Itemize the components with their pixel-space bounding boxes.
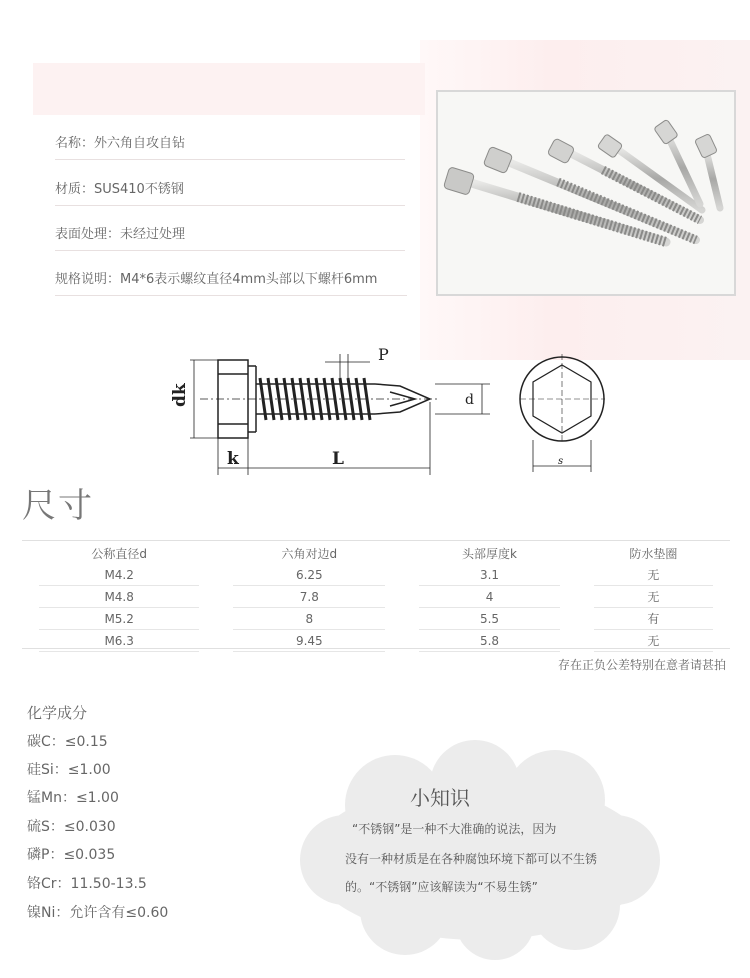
table-cell: M4.8 (39, 588, 199, 608)
table-row (22, 565, 730, 587)
table-row (22, 587, 730, 609)
table-row (22, 631, 730, 653)
table-cell: 5.8 (419, 632, 559, 652)
chem-sulfur: 硫S：≤0.030 (27, 819, 116, 835)
table-cell: 无 (594, 588, 713, 608)
spec-material: 材质：SUS410不锈钢 (55, 182, 184, 197)
label-k: k (227, 449, 239, 469)
col-washer: 防水垫圈 (577, 541, 730, 566)
tip-title: 小知识 (410, 786, 470, 810)
label-L: L (332, 449, 344, 469)
product-photo (436, 90, 736, 296)
size-section-title: 尺寸 (22, 486, 94, 526)
table-cell: M5.2 (39, 610, 199, 630)
spec-material-row (55, 169, 405, 206)
spec-surface-row (55, 214, 405, 251)
table-cell: 3.1 (419, 566, 559, 586)
spec-band (33, 63, 425, 115)
col-head-thickness: 头部厚度k (402, 541, 576, 566)
table-cell: 7.8 (233, 588, 385, 608)
tip-line-1: “不锈钢”是一种不大准确的说法，因为 (352, 822, 557, 836)
chem-silicon: 硅Si：≤1.00 (27, 762, 111, 778)
table-divider (22, 648, 730, 649)
table-cell: M6.3 (39, 632, 199, 652)
table-cell: M4.2 (39, 566, 199, 586)
chem-nickel: 镍Ni：允许含有≤0.60 (27, 905, 169, 921)
table-row (22, 609, 730, 631)
label-P: P (378, 345, 389, 364)
spec-name-row (55, 123, 405, 160)
tip-line-3: 的。“不锈钢”应该解读为“不易生锈” (345, 880, 538, 894)
spec-size: 规格说明：M4*6表示螺纹直径4mm头部以下螺杆6mm (55, 272, 378, 287)
chem-manganese: 锰Mn：≤1.00 (27, 790, 119, 806)
table-cell: 无 (594, 566, 713, 586)
label-s: s (558, 456, 564, 467)
label-dk: dk (170, 383, 190, 407)
chemistry-title: 化学成分 (27, 704, 88, 722)
chem-phosphorus: 磷P：≤0.035 (27, 847, 116, 863)
col-hex-width: 六角对边d (216, 541, 402, 566)
table-header-row (22, 541, 730, 566)
chem-carbon: 碳C：≤0.15 (27, 734, 108, 750)
table-cell: 无 (594, 632, 713, 652)
table-cell: 4 (419, 588, 559, 608)
screws-illustration (438, 92, 734, 294)
tip-line-2: 没有一种材质是在各种腐蚀环境下都可以不生锈 (345, 852, 598, 866)
table-cell: 5.5 (419, 610, 559, 630)
spec-name: 名称：外六角自攻自钻 (55, 136, 186, 151)
chem-chromium: 铬Cr：11.50-13.5 (27, 876, 147, 892)
dimensions-table (22, 540, 730, 653)
screw-technical-drawing (160, 340, 610, 485)
spec-surface: 表面处理：未经过处理 (55, 227, 186, 242)
table-cell: 有 (594, 610, 713, 630)
table-cell: 6.25 (233, 566, 385, 586)
tolerance-note: 存在正负公差特别在意者请甚拍 (557, 658, 726, 672)
table-cell: 8 (233, 610, 385, 630)
table-cell: 9.45 (233, 632, 385, 652)
spec-size-row (55, 259, 407, 296)
label-d: d (465, 392, 474, 408)
col-nominal-diameter: 公称直径d (22, 541, 216, 566)
